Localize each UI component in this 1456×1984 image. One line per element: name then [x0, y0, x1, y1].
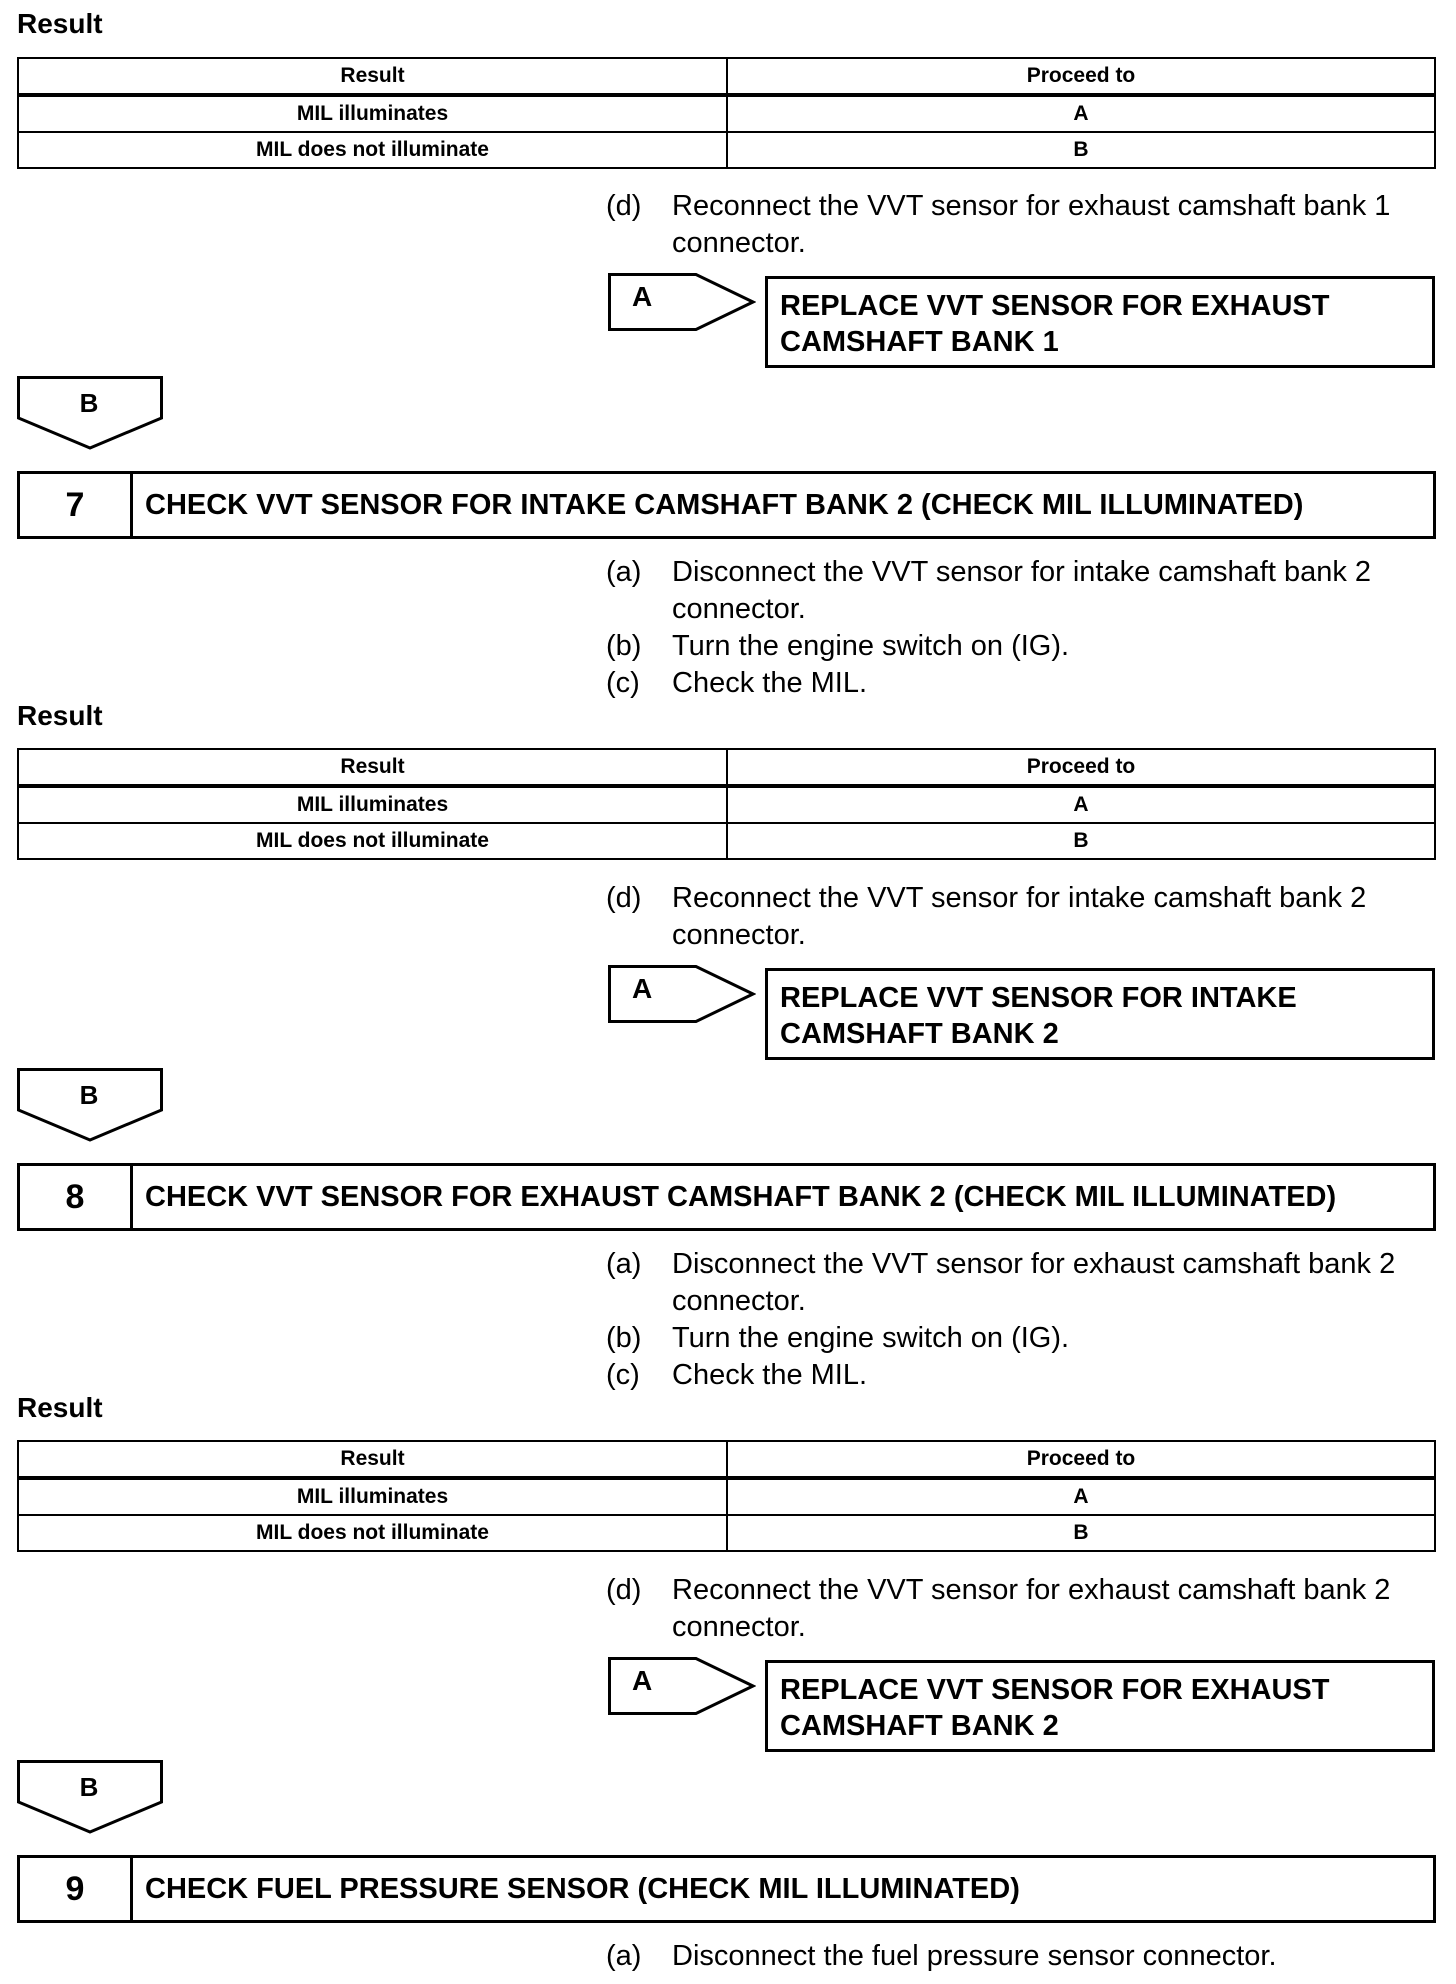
- step-item: (d) Reconnect the VVT sensor for exhaust camshaft bank 2 connector.: [606, 1574, 1391, 1643]
- result-table: [17, 748, 1436, 860]
- step-list: [606, 1572, 1446, 1646]
- result-heading: Result: [17, 700, 103, 731]
- proceed-column-header: Proceed to: [727, 58, 1435, 95]
- table-row: MIL does not illuminate B: [18, 1515, 1435, 1551]
- check-step-7: [17, 471, 1436, 539]
- proceed-column-header: Proceed to: [727, 1441, 1435, 1478]
- arrow-b-flow: B: [17, 376, 163, 452]
- table-row: MIL illuminates A: [18, 786, 1435, 823]
- step-list: [606, 880, 1446, 954]
- step-title: CHECK VVT SENSOR FOR INTAKE CAMSHAFT BANK 2 (CHECK MIL ILLUMINATED): [145, 489, 1304, 521]
- arrow-a-flow: A: [608, 965, 756, 1023]
- replace-action-box: REPLACE VVT SENSOR FOR INTAKE CAMSHAFT BANK 2: [765, 968, 1435, 1060]
- step-list: [606, 188, 1446, 262]
- step-item: (a) Disconnect the fuel pressure sensor connector.: [606, 1940, 1277, 1972]
- result-heading: Result: [17, 8, 103, 39]
- result-column-header: Result: [18, 749, 727, 786]
- step-list: [606, 554, 1446, 702]
- step-number: 9: [20, 1858, 133, 1920]
- step-item: (b) Turn the engine switch on (IG).: [606, 630, 1070, 662]
- step-item: (a) Disconnect the VVT sensor for exhaust camshaft bank 2 connector.: [606, 1248, 1396, 1317]
- step-title: CHECK VVT SENSOR FOR EXHAUST CAMSHAFT BANK 2 (CHECK MIL ILLUMINATED): [145, 1181, 1337, 1213]
- step-title: CHECK FUEL PRESSURE SENSOR (CHECK MIL ILLUMINATED): [145, 1873, 1020, 1905]
- arrow-b-flow: B: [17, 1760, 163, 1836]
- arrow-b-flow: B: [17, 1068, 163, 1144]
- proceed-column-header: Proceed to: [727, 749, 1435, 786]
- step-number: 8: [20, 1166, 133, 1228]
- replace-action-box: REPLACE VVT SENSOR FOR EXHAUST CAMSHAFT BANK 1: [765, 276, 1435, 368]
- table-row: MIL does not illuminate B: [18, 132, 1435, 168]
- arrow-a-flow: A: [608, 1657, 756, 1715]
- step-list: [606, 1938, 1446, 1975]
- right-arrow-icon: [608, 965, 756, 1023]
- step-item: (b) Turn the engine switch on (IG).: [606, 1322, 1070, 1354]
- table-row: MIL illuminates A: [18, 1478, 1435, 1515]
- step-item: (a) Disconnect the VVT sensor for intake camshaft bank 2 connector.: [606, 556, 1372, 625]
- step-item: (c) Check the MIL.: [606, 667, 868, 699]
- check-step-8: [17, 1163, 1436, 1231]
- result-column-header: Result: [18, 58, 727, 95]
- table-row: MIL illuminates A: [18, 95, 1435, 132]
- arrow-a-flow: A: [608, 273, 756, 331]
- result-table: [17, 1440, 1436, 1552]
- result-heading: Result: [17, 1392, 103, 1423]
- step-item: (c) Check the MIL.: [606, 1359, 868, 1391]
- replace-action-box: REPLACE VVT SENSOR FOR EXHAUST CAMSHAFT BANK 2: [765, 1660, 1435, 1752]
- step-item: (d) Reconnect the VVT sensor for intake camshaft bank 2 connector.: [606, 882, 1367, 951]
- step-number: 7: [20, 474, 133, 536]
- check-step-9: [17, 1855, 1436, 1923]
- result-table: [17, 57, 1436, 169]
- step-item: (d) Reconnect the VVT sensor for exhaust camshaft bank 1 connector.: [606, 190, 1391, 259]
- step-list: [606, 1246, 1446, 1394]
- table-row: MIL does not illuminate B: [18, 823, 1435, 859]
- right-arrow-icon: [608, 273, 756, 331]
- right-arrow-icon: [608, 1657, 756, 1715]
- result-column-header: Result: [18, 1441, 727, 1478]
